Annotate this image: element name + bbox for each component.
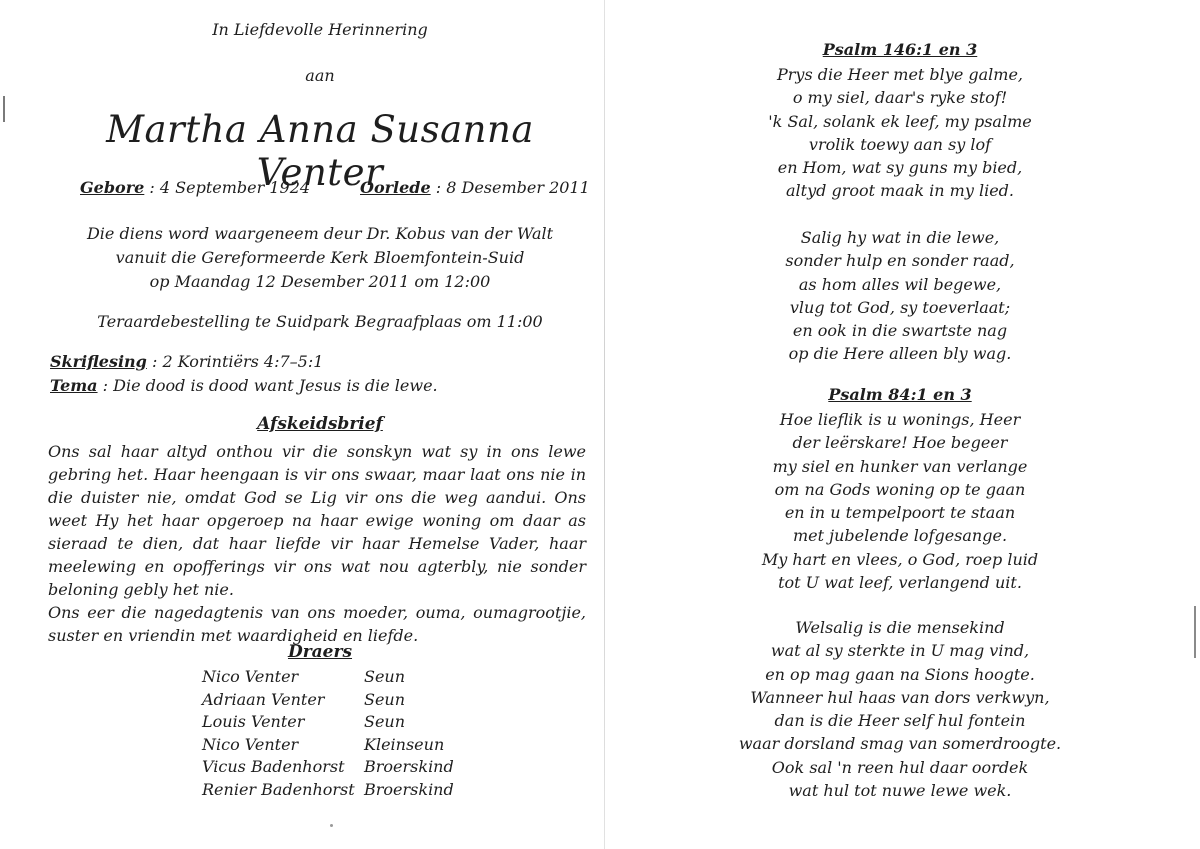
verse-line: om na Gods woning op te gaan: [774, 479, 1026, 499]
died-date: [360, 178, 590, 197]
bearer-row: [202, 689, 502, 712]
bearer-row: [202, 756, 502, 779]
verse-line: my siel en hunker van verlange: [772, 456, 1028, 476]
born-date: [80, 178, 310, 197]
intro-line-1: In Liefdevolle Herinnering: [212, 20, 428, 39]
page-fold-line: [604, 0, 605, 849]
intro-line-2: aan: [305, 66, 335, 85]
letter-paragraph: Ons sal haar altyd onthou vir die sonskyn wat sy in ons lewe gebring het. Haar heengaan is vir ons swaar, maar laat ons nie in die duister nie, omdat God se Lig vir ons die weg aandui. Ons weet Hy het haar opgeroep na haar ewige woning om daar as sieraad te dien, dat haar liefde vir haar Hemelse Vader, haar meelewing en opofferings vir ons wat nou agterbly, nie sonder beloning gebly het nie.: [48, 442, 586, 599]
theme-label: Tema: [50, 376, 98, 395]
bearer-relation: Broerskind: [364, 779, 454, 799]
bearer-name: Renier Badenhorst: [202, 779, 355, 799]
verse-line: waar dorsland smag van somerdroogte.: [738, 734, 1062, 754]
bearer-relation: Seun: [364, 667, 406, 686]
verse-line: My hart en vlees, o God, roep luid: [761, 549, 1039, 569]
farewell-letter-title: Afskeidsbrief: [257, 414, 383, 434]
psalm-146-verse-1: [620, 63, 1180, 203]
bearer-row: [202, 711, 502, 734]
burial-details: Teraardebestelling te Suidpark Begraafplaas om 11:00: [97, 312, 543, 331]
scripture-section: [50, 350, 610, 398]
verse-line: Welsalig is die mensekind: [795, 618, 1005, 637]
died-label: Oorlede: [360, 178, 431, 197]
verse-line: altyd groot maak in my lied.: [786, 181, 1014, 201]
bearer-relation: Broerskind: [364, 757, 454, 776]
psalm-84-verse-1: [620, 408, 1180, 594]
scan-edge-mark: [3, 96, 5, 122]
verse-line: Wanneer hul haas van dors verkwyn,: [750, 687, 1050, 707]
verse-line: Ook sal 'n reen hul daar oordek: [771, 757, 1029, 777]
verse-line: Salig hy wat in die lewe,: [800, 228, 1000, 247]
verse-line: en ook in die swartste nag: [792, 321, 1008, 341]
farewell-letter: [48, 440, 586, 647]
verse-line: en in u tempelpoort te staan: [784, 503, 1016, 523]
bearer-relation: Seun: [364, 712, 406, 731]
scripture-reading: [50, 350, 610, 374]
bearer-relation: Seun: [364, 689, 406, 709]
scripture-value: : 2 Korintiërs 4:7–5:1: [151, 352, 324, 371]
bearers-title: Draers: [287, 642, 353, 662]
verse-line: vlug tot God, sy toeverlaat;: [789, 297, 1011, 317]
service-line: op Maandag 12 Desember 2011 om 12:00: [149, 272, 491, 291]
deceased-name: Martha Anna Susanna Venter: [106, 108, 534, 194]
verse-line: en Hom, wat sy guns my bied,: [777, 158, 1023, 178]
bearer-row: [202, 779, 502, 802]
verse-line: Hoe lieflik is u wonings, Heer: [779, 410, 1021, 429]
service-line: vanuit die Gereformeerde Kerk Bloemfontein-Suid: [115, 248, 525, 267]
verse-line: tot U wat leef, verlangend uit.: [778, 573, 1022, 593]
verse-line: op die Here alleen bly wag.: [788, 344, 1012, 364]
verse-line: sonder hulp en sonder raad,: [785, 251, 1015, 271]
died-value: : 8 Desember 2011: [435, 178, 590, 197]
psalm-146-verse-2: [620, 226, 1180, 366]
bearer-row: [202, 666, 502, 689]
theme-value: : Die dood is dood want Jesus is die lewe.: [102, 376, 438, 395]
verse-line: 'k Sal, solank ek leef, my psalme: [768, 111, 1032, 131]
scripture-label: Skriflesing: [50, 352, 147, 371]
dates-row: [40, 178, 600, 204]
bearer-relation: Kleinseun: [364, 734, 445, 754]
verse-line: dan is die Heer self hul fontein: [774, 711, 1026, 731]
verse-line: met jubelende lofgesange.: [792, 526, 1008, 546]
right-page: [620, 0, 1180, 849]
psalm-84-title: Psalm 84:1 en 3: [828, 385, 972, 404]
service-line: Die diens word waargeneem deur Dr. Kobus van der Walt: [86, 224, 554, 243]
sermon-theme: [50, 374, 610, 398]
verse-line: wat al sy sterkte in U mag vind,: [770, 641, 1030, 661]
verse-line: o my siel, daar's ryke stof!: [792, 88, 1008, 108]
verse-line: as hom alles wil begewe,: [798, 274, 1002, 294]
bearer-row: [202, 734, 502, 757]
left-page: [40, 0, 600, 849]
bearer-name: Nico Venter: [202, 667, 299, 686]
bearers-list: [202, 666, 502, 801]
scan-edge-mark-right: [1194, 606, 1196, 658]
verse-line: wat hul tot nuwe lewe wek.: [788, 781, 1012, 801]
verse-line: en op mag gaan na Sions hoogte.: [765, 664, 1035, 684]
psalm-146-title: Psalm 146:1 en 3: [822, 40, 978, 59]
verse-line: der leërskare! Hoe begeer: [792, 433, 1008, 453]
born-value: : 4 September 1924: [149, 178, 311, 197]
verse-line: Prys die Heer met blye galme,: [776, 65, 1024, 84]
bearer-name: Vicus Badenhorst: [202, 757, 345, 776]
bearer-name: Adriaan Venter: [202, 689, 325, 709]
scan-speck: [330, 824, 333, 827]
verse-line: vrolik toewy aan sy lof: [808, 134, 992, 154]
service-details: [40, 222, 600, 294]
letter-paragraph: Ons eer die nagedagtenis van ons moeder, ouma, oumagrootjie, suster en vriendin met waardigheid en liefde.: [48, 603, 586, 645]
psalm-84-verse-2: [620, 616, 1180, 802]
born-label: Gebore: [80, 178, 145, 197]
bearer-name: Louis Venter: [202, 712, 305, 731]
bearer-name: Nico Venter: [202, 734, 299, 754]
